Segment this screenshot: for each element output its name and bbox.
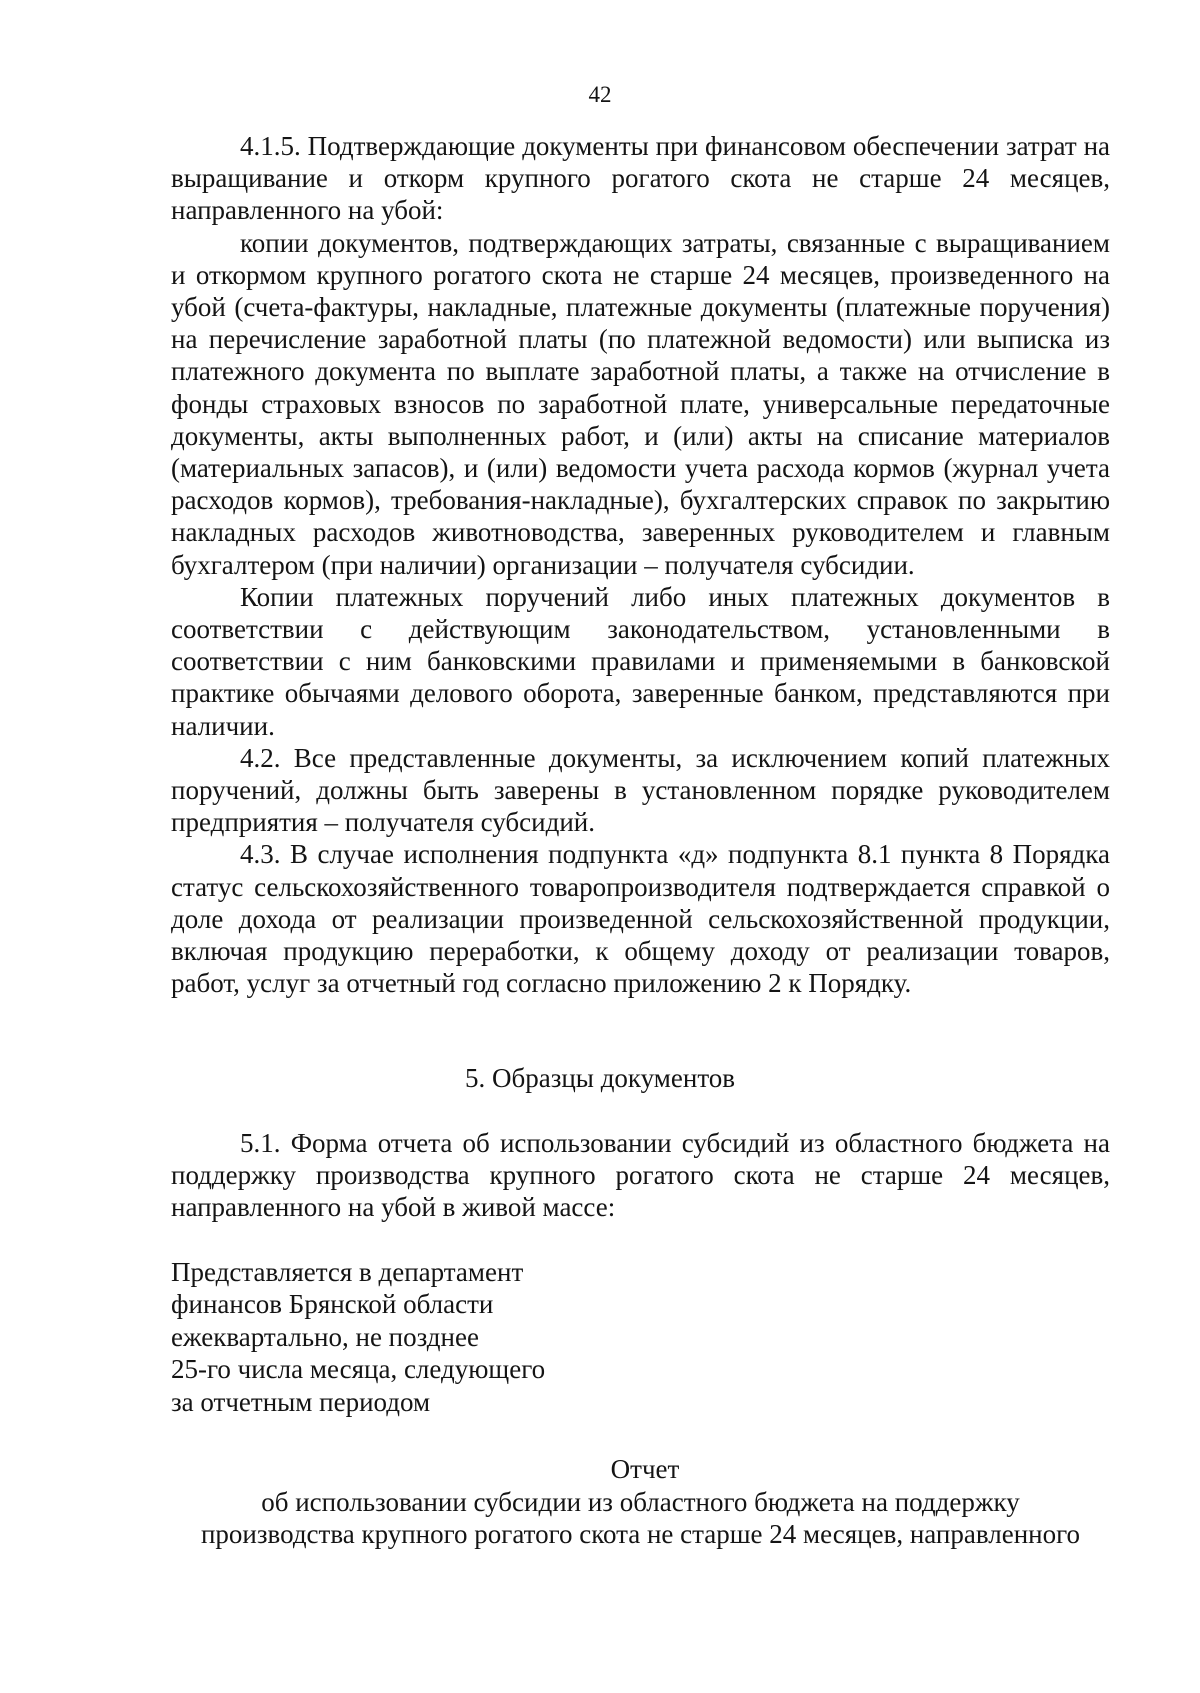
paragraph-4-1-5: 4.1.5. Подтверждающие документы при финансовом обеспечении затрат на выращивание и откорм крупного рогатого скота не старше 24 месяцев, направленного на убой:: [171, 131, 1110, 226]
report-title: Отчет: [610, 1454, 680, 1484]
paragraph-payment-orders: Копии платежных поручений либо иных платежных документов в соответствии с действующим законодательством, установленными в соответствии с ним банковскими правилами и применяемыми в банковской практике обычаями делового оборота, заверенные банком, представляются при наличии.: [171, 581, 1110, 741]
submission-note: [171, 1256, 545, 1418]
paragraph-4-2: 4.2. Все представленные документы, за исключением копий платежных поручений, должны быть заверены в установленном порядке руководителем предприятия – получателя субсидий.: [171, 742, 1110, 838]
submission-note-line: за отчетным периодом: [171, 1386, 431, 1417]
paragraph-5-1: 5.1. Форма отчета об использовании субсидий из областного бюджета на поддержку производства крупного рогатого скота не старше 24 месяцев, направленного на убой в живой массе:: [171, 1128, 1110, 1223]
report-subtitle: [171, 1486, 1110, 1551]
paragraph-4-3: 4.3. В случае исполнения подпункта «д» подпункта 8.1 пункта 8 Порядка статус сельскохозяйственного товаропроизводителя подтверждается справкой о доле дохода от реализации произведенной сельскохозяйственной продукции, включая продукцию переработки, к общему доходу от реализации товаров, работ, услуг за отчетный год согласно приложению 2 к Порядку.: [171, 839, 1110, 999]
submission-note-line: финансов Брянской области: [171, 1289, 494, 1320]
submission-note-line: 25-го числа месяца, следующего: [171, 1354, 546, 1385]
paragraph-copies-of-documents: копии документов, подтверждающих затраты, связанные с выращиванием и откормом крупного рогатого скота не старше 24 месяцев, произведенного на убой (счета-фактуры, накладные, платежные документы (платежные поручения) на перечисление заработной платы (по платежной ведомости) или выписка из платежного документа по выплате заработной платы, а также на отчисление в фонды страховых взносов по заработной плате, универсальные передаточные документы, акты выполненных работ, и (или) акты на списание материалов (материальных запасов), и (или) ведомости учета расхода кормов (журнал учета расходов кормов), требования-накладные), бухгалтерских справок по закрытию накладных расходов животноводства, заверенных руководителем и главным бухгалтером (при наличии) организации – получателя субсидии.: [171, 227, 1110, 580]
page-number: 42: [588, 82, 612, 107]
section-heading: 5. Образцы документов: [464, 1063, 736, 1093]
report-subtitle-line: производства крупного рогатого скота не старше 24 месяцев, направленного: [200, 1519, 1081, 1550]
report-subtitle-line: об использовании субсидии из областного бюджета на поддержку: [261, 1487, 1020, 1517]
submission-note-line: Представляется в департамент: [171, 1257, 524, 1287]
submission-note-line: ежеквартально, не позднее: [171, 1321, 479, 1352]
document-body: [171, 130, 1110, 999]
